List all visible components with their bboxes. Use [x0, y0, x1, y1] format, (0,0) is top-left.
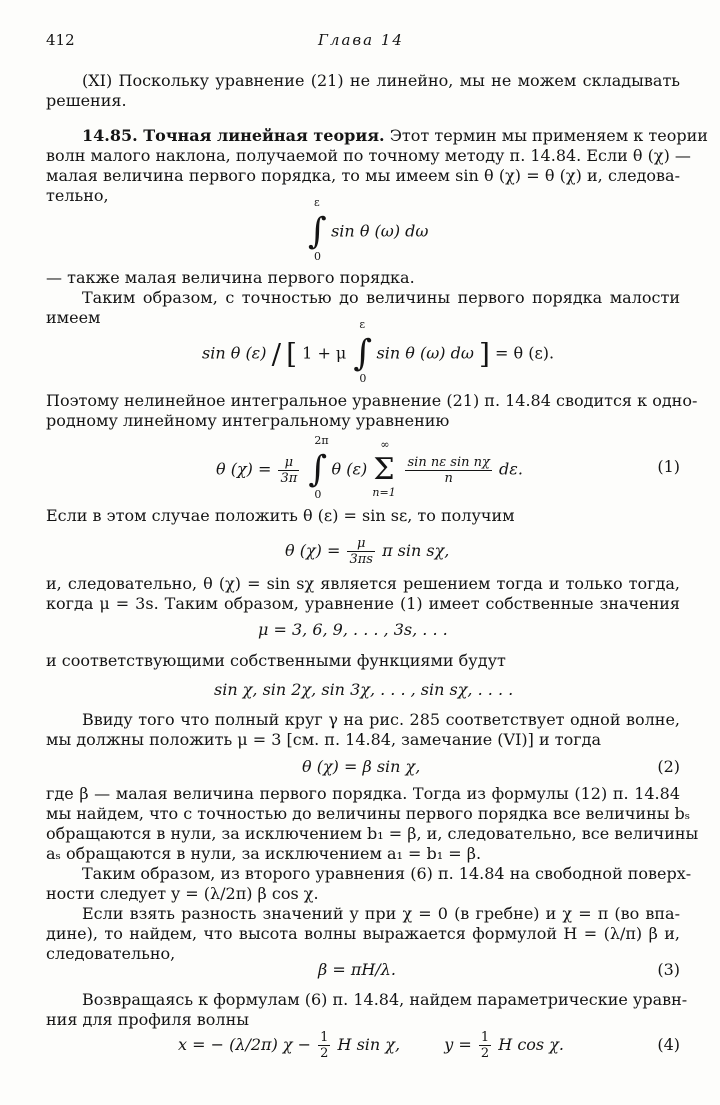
fraction: $\frac{\mu}{3\pi s}$ [349, 536, 373, 567]
text-line: следовательно, [46, 944, 176, 963]
text-line: обращаются в нули, за исключением b₁ = β, и, следовательно, все величины [46, 824, 699, 843]
fraction: $\frac{1}{2}$ [480, 1030, 490, 1061]
equation-eigenfunctions: sin χ, sin 2χ, sin 3χ, . . . , sin sχ, . . . . [214, 680, 514, 699]
section-heading: 14.85. Точная линейная теория. [82, 126, 385, 145]
text-span: Этот термин мы применяем к теории [389, 126, 708, 145]
text-line: Таким образом, с точностью до величины первого порядка малости [82, 288, 680, 307]
text-line: Поэтому нелинейное интегральное уравнение (21) п. 14.84 сводится к одно- [46, 391, 698, 410]
sum-sign: Σ ∞ n=1 [372, 438, 396, 499]
integral-sign: ∫ ε 0 [353, 318, 373, 385]
text-line: мы должны положить μ = 3 [см. п. 14.84, замечание (VI)] и тогда [46, 730, 601, 749]
equation-4: x = − (λ/2π) χ − $\frac{1}{2}$ H sin χ, y = $\frac{1}{2}$ H cos χ. [178, 1030, 564, 1061]
equation-solution: θ (χ) = $\frac{\mu}{3\pi s}$ π sin sχ, [285, 536, 450, 567]
equation-3: β = πH/λ. [318, 960, 396, 979]
text-line: волн малого наклона, получаемой по точному методу п. 14.84. Если θ (χ) — [46, 146, 691, 165]
text-line: дине), то найдем, что высота волны выражается формулой H = (λ/π) β и, [46, 924, 680, 943]
text-line: малая величина первого порядка, то мы имеем sin θ (χ) = θ (χ) и, следова- [46, 166, 680, 185]
text-line: aₛ обращаются в нули, за исключением a₁ = b₁ = β. [46, 844, 482, 863]
text-line: и, следовательно, θ (χ) = sin sχ является решением тогда и только тогда, [46, 574, 680, 593]
equation-integral: ∫ ε 0 sin θ (ω) dω [308, 196, 429, 263]
equation-1: θ (χ) = $\frac{\mu}{3\pi}$ ∫ 2π 0 θ (ε) Σ ∞ n=1 $\frac{\text{sin nε sin nχ}}{n}$ dε. [216, 434, 523, 501]
equation-number: (2) [657, 757, 680, 776]
text-line: Таким образом, из второго уравнения (6) п. 14.84 на свободной поверх- [82, 864, 692, 883]
text-line: когда μ = 3s. Таким образом, уравнение (1) имеет собственные значения [46, 594, 680, 613]
running-header: Глава 14 [318, 31, 404, 49]
text-line: ности следует y = (λ/2π) β cos χ. [46, 884, 319, 903]
text-line: имеем [46, 308, 101, 327]
text-line: Возвращаясь к формулам (6) п. 14.84, найдем параметрические уравн- [82, 990, 688, 1009]
text-line: Если взять разность значений y при χ = 0 (в гребне) и χ = π (во впа- [82, 904, 680, 923]
equation-ratio: sin θ (ε) / [ 1 + μ ∫ ε 0 sin θ (ω) dω ] = θ (ε). [202, 318, 555, 385]
equation-2: θ (χ) = β sin χ, [302, 757, 421, 776]
integral-sign: ∫ ε 0 [308, 196, 327, 263]
text-line: мы найдем, что с точностью до величины первого порядка все величины bₛ [46, 804, 691, 823]
text-line: ния для профиля волны [46, 1010, 249, 1029]
page-number: 412 [46, 31, 75, 49]
equation-number: (3) [657, 960, 680, 979]
text-line: и соответствующими собственными функциями будут [46, 651, 506, 670]
text-line: Ввиду того что полный круг γ на рис. 285 соответствует одной волне, [82, 710, 680, 729]
text-line: решения. [46, 91, 127, 110]
equation-number: (4) [657, 1035, 680, 1054]
text-line: (XI) Поскольку уравнение (21) не линейно, мы не можем складывать [82, 71, 680, 90]
equation-number: (1) [657, 457, 680, 476]
equation-eigenvalues: μ = 3, 6, 9, . . . , 3s, . . . [258, 620, 448, 639]
fraction: $\frac{\text{sin nε sin nχ}}{n}$ [407, 454, 490, 486]
fraction: $\frac{\mu}{3\pi}$ [280, 454, 298, 486]
text-line: — также малая величина первого порядка. [46, 268, 415, 287]
text-line: Если в этом случае положить θ (ε) = sin sε, то получим [46, 506, 515, 525]
text-line: родному линейному интегральному уравнению [46, 411, 450, 430]
fraction: $\frac{1}{2}$ [320, 1030, 329, 1061]
section-heading-line [82, 126, 708, 146]
text-line: тельно, [46, 186, 109, 205]
integral-sign: ∫ 2π 0 [308, 434, 329, 501]
text-line: где β — малая величина первого порядка. Тогда из формулы (12) п. 14.84 [46, 784, 680, 803]
